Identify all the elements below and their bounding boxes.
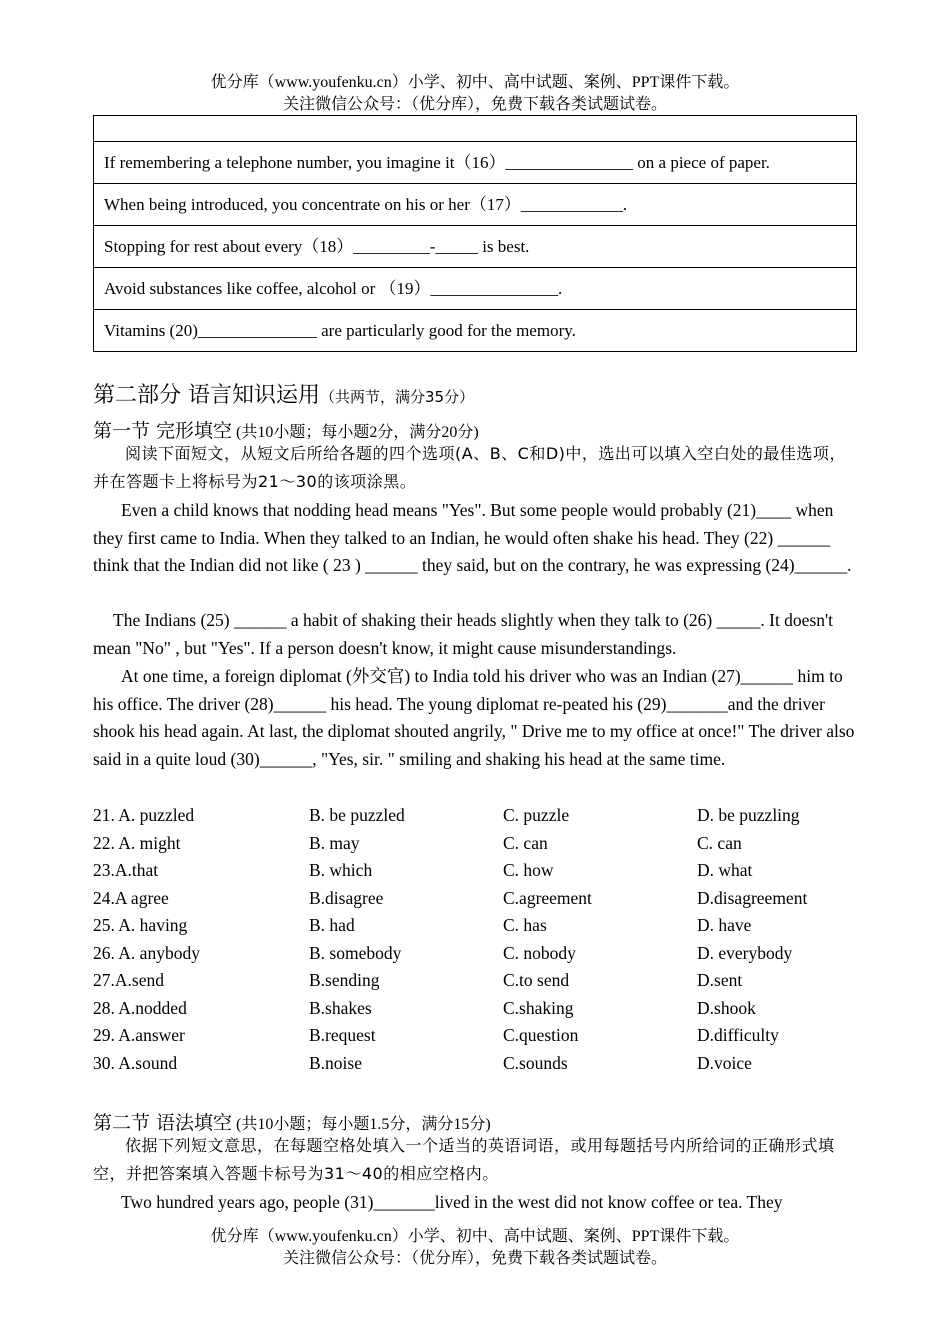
header-line-2: 关注微信公众号：（优分库），免费下载各类试题试卷。 (282, 96, 667, 113)
option-a: 23.A.that (93, 860, 159, 880)
option-c: C.sounds (503, 1052, 568, 1073)
option-b: B.sending (309, 970, 380, 990)
option-a: 30. A.sound (93, 1052, 178, 1073)
table-cell: When being introduced, you concentrate on his or her（17）____________. (94, 184, 857, 226)
option-b: B.disagree (309, 887, 384, 908)
table-row (94, 116, 857, 142)
option-c: C. can (503, 832, 548, 853)
section-two-note: (共10小题；每小题1.5分，满分15分) (232, 1116, 491, 1133)
option-b: B.request (309, 1025, 376, 1045)
section-two-instruction: 依据下列短文意思，在每题空格处填入一个适当的英语词语，或用每题括号内所给词的正确形式填空，并把答案填入答题卡标号为31～40的相应空格内。 (93, 1136, 835, 1183)
grammar-paragraph: Two hundred years ago, people (31)_______lived in the west did not know coffee or tea. They (121, 1192, 783, 1212)
option-d: D.difficulty (697, 1025, 779, 1045)
option-row (93, 1050, 857, 1078)
option-b: B.shakes (309, 997, 372, 1018)
section-one-heading: 第一节 完形填空 (93, 420, 233, 442)
cloze-paragraph-2: The Indians (25) ______ a habit of shaking their heads slightly when they talk to (26) _____. It doesn't mean "No" , but "Yes". If a person doesn't know, it might cause misunderstandings. (93, 610, 834, 658)
option-b: B. be puzzled (309, 805, 405, 825)
option-d: D. have (697, 915, 752, 935)
page-header (0, 72, 950, 116)
table-cell: Vitamins (20)______________ are particularly good for the memory. (94, 310, 857, 352)
option-b: B. had (309, 915, 355, 935)
section-two-title (93, 1108, 491, 1135)
option-row (93, 857, 857, 885)
option-a: 26. A. anybody (93, 942, 200, 963)
part-two-title (93, 378, 474, 409)
option-row (93, 967, 857, 995)
option-c: C. has (503, 915, 547, 935)
option-d: D. what (697, 860, 753, 880)
cloze-paragraph-1: Even a child knows that nodding head means "Yes". But some people would probably (21)____ when they first came to India. When they talked to an Indian, he would often shake his head. They (22) ______ think that the Indian did not like ( 23 ) ______ they said, but on the contrary, he was expressing (24)______. (93, 500, 852, 575)
memory-tips-table (93, 115, 857, 352)
option-d: D.voice (697, 1052, 752, 1073)
option-a: 25. A. having (93, 915, 188, 935)
part-two-heading: 第二部分 语言知识运用 (93, 383, 320, 408)
option-row (93, 940, 857, 968)
header-line-1: 优分库（www.youfenku.cn）小学、初中、高中试题、案例、PPT课件下载。 (210, 74, 740, 91)
option-row (93, 1022, 857, 1050)
table-row (94, 184, 857, 226)
option-a: 21. A. puzzled (93, 805, 195, 825)
option-c: C. how (503, 860, 554, 880)
option-row (93, 830, 857, 858)
part-two-note: （共两节，满分35分） (320, 388, 475, 406)
option-d: C. can (697, 832, 742, 853)
table-row (94, 268, 857, 310)
option-a: 28. A.nodded (93, 997, 187, 1018)
section-two-heading: 第二节 语法填空 (93, 1112, 233, 1134)
option-a: 22. A. might (93, 832, 181, 853)
option-a: 27.A.send (93, 970, 164, 990)
option-row (93, 995, 857, 1023)
option-b: B.noise (309, 1052, 362, 1073)
option-d: D.sent (697, 970, 743, 990)
table-row (94, 226, 857, 268)
section-one-instruction: 阅读下面短文，从短文后所给各题的四个选项(A、B、C和D)中，选出可以填入空白处的最佳选项，并在答题卡上将标号为21～30的该项涂黑。 (93, 444, 846, 491)
cloze-paragraph-3: At one time, a foreign diplomat (外交官) to India told his driver who was an Indian (27)______ him to his office. The driver (28)______ his head. The young diplomat re-peated his (29)_______and the driver shook his head again. At last, the diplomat shouted angrily, " Drive me to my office at once!" The driver also said in a quite loud (30)______, "Yes, sir. " smiling and shaking his head at the same time. (93, 666, 855, 769)
option-row (93, 912, 857, 940)
table-cell: Avoid substances like coffee, alcohol or （19）_______________. (94, 268, 857, 310)
section-one-title (93, 416, 479, 443)
option-b: B. may (309, 832, 360, 853)
option-row (93, 802, 857, 830)
option-d: D. everybody (697, 942, 793, 963)
option-c: C.question (503, 1025, 579, 1045)
option-row (93, 885, 857, 913)
footer-line-2: 关注微信公众号：（优分库），免费下载各类试题试卷。 (282, 1250, 667, 1267)
option-c: C.to send (503, 970, 570, 990)
option-d: D.disagreement (697, 887, 808, 908)
footer-line-1: 优分库（www.youfenku.cn）小学、初中、高中试题、案例、PPT课件下载。 (210, 1228, 740, 1245)
option-a: 24.A agree (93, 887, 169, 908)
option-a: 29. A.answer (93, 1025, 185, 1045)
table-row (94, 310, 857, 352)
option-c: C.agreement (503, 887, 592, 908)
table-cell: If remembering a telephone number, you imagine it（16）_______________ on a piece of paper. (94, 142, 857, 184)
table-cell (94, 116, 857, 142)
page-footer (0, 1226, 950, 1270)
option-b: B. which (309, 860, 373, 880)
option-d: D. be puzzling (697, 805, 800, 825)
option-c: C. nobody (503, 942, 576, 963)
option-c: C.shaking (503, 997, 574, 1018)
option-b: B. somebody (309, 942, 402, 963)
option-c: C. puzzle (503, 805, 570, 825)
section-one-note: (共10小题；每小题2分，满分20分) (232, 424, 479, 441)
table-row (94, 142, 857, 184)
table-cell: Stopping for rest about every（18）_________-_____ is best. (94, 226, 857, 268)
cloze-options (93, 802, 857, 1077)
option-d: D.shook (697, 997, 756, 1018)
